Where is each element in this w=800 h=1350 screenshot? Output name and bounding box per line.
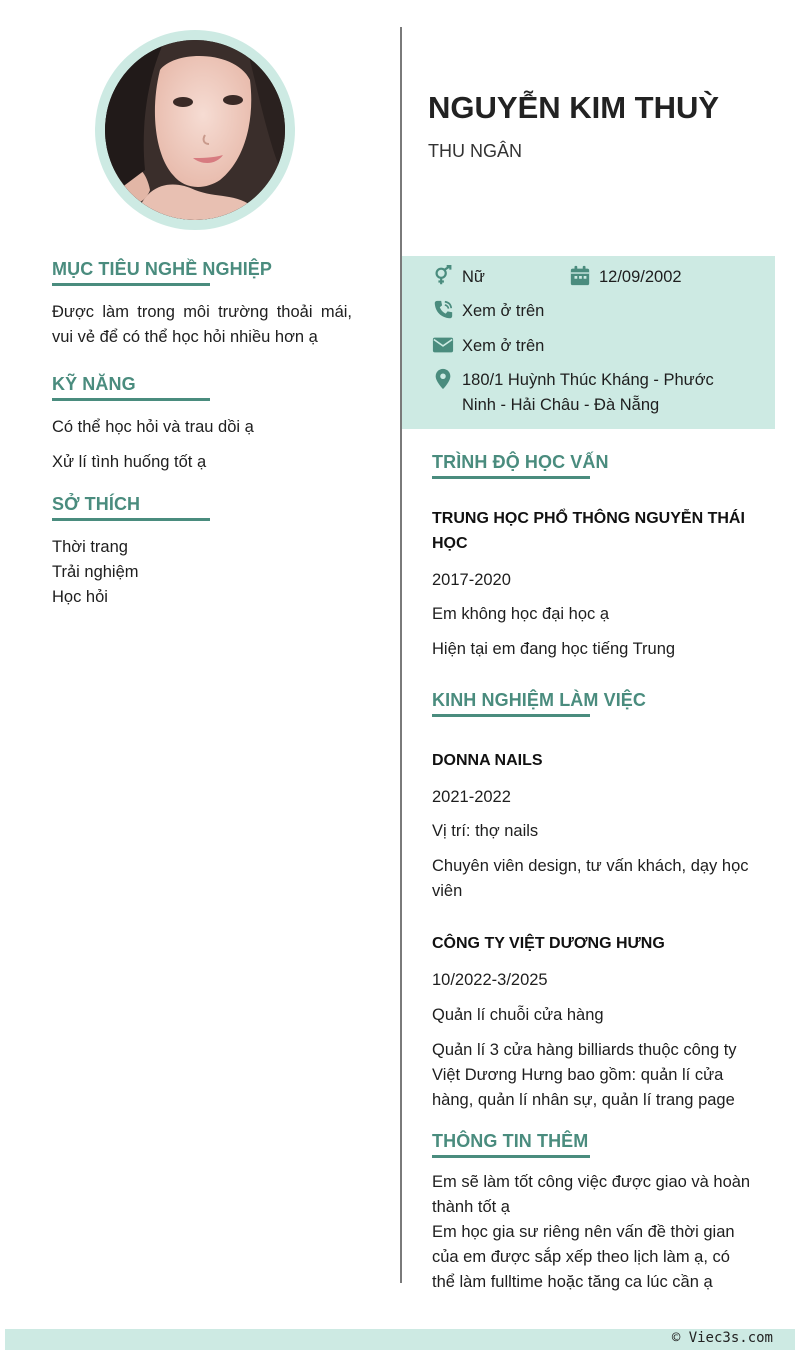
job-title: THU NGÂN	[428, 141, 522, 161]
footer-credit: © Viec3s.com	[671, 1330, 773, 1346]
additional-title: THÔNG TIN THÊM	[432, 1131, 589, 1151]
contact-birthday	[569, 265, 682, 290]
hobby-item: Thời trang	[52, 538, 128, 556]
job-entry	[432, 931, 762, 1113]
contact-phone	[432, 299, 544, 324]
gender-value: Nữ	[462, 268, 485, 286]
skill-item: Xử lí tình huống tốt ạ	[52, 453, 207, 471]
hobbies-underline	[52, 518, 210, 521]
job-position: Vị trí: thợ nails	[432, 822, 539, 840]
job-period: 2021-2022	[432, 788, 511, 806]
education-title: TRÌNH ĐỘ HỌC VẤN	[432, 452, 609, 472]
education-underline	[432, 476, 590, 479]
skill-item: Có thể học hỏi và trau dồi ạ	[52, 418, 254, 436]
company-name: CÔNG TY VIỆT DƯƠNG HƯNG	[432, 935, 665, 952]
objective-section	[52, 259, 352, 350]
education-note: Em không học đại học ạ	[432, 605, 610, 623]
hobbies-title: SỞ THÍCH	[52, 494, 141, 514]
hobby-item: Trải nghiệm	[52, 563, 139, 581]
column-divider	[400, 27, 402, 1283]
contact-email	[432, 334, 544, 359]
job-description: Chuyên viên design, tư vấn khách, dạy học viên	[432, 857, 749, 900]
school-name: TRUNG HỌC PHỔ THÔNG NGUYỄN THÁI HỌC	[432, 510, 745, 552]
additional-underline	[432, 1155, 590, 1158]
company-name: DONNA NAILS	[432, 752, 543, 769]
avatar	[105, 40, 285, 220]
job-description: Quản lí 3 cửa hàng billiards thuộc công ty Việt Dương Hưng bao gồm: quản lí cửa hàng, quản lí nhân sự, quản lí trang page	[432, 1041, 737, 1109]
map-pin-icon	[432, 368, 454, 390]
avatar-frame	[95, 30, 295, 230]
experience-section	[432, 690, 762, 717]
education-period: 2017-2020	[432, 571, 511, 589]
contact-address	[432, 368, 752, 418]
phone-icon	[432, 299, 454, 321]
job-entry	[432, 748, 762, 904]
avatar-photo	[105, 40, 285, 220]
contact-panel	[402, 256, 775, 429]
hobbies-section	[52, 494, 352, 610]
job-period: 10/2022-3/2025	[432, 971, 548, 989]
hobby-item: Học hỏi	[52, 588, 108, 606]
email-value: Xem ở trên	[462, 337, 545, 355]
additional-note: Em học gia sư riêng nên vấn đề thời gian của em được sắp xếp theo lịch làm ạ, có thể làm fulltime hoặc tăng ca lúc cần ạ	[432, 1223, 735, 1291]
objective-title: MỤC TIÊU NGHỀ NGHIỆP	[52, 259, 273, 279]
experience-underline	[432, 714, 590, 717]
contact-gender	[432, 265, 485, 290]
objective-text: Được làm trong môi trường thoải mái, vui vẻ để có thể học hỏi nhiều hơn ạ	[52, 303, 352, 346]
phone-value: Xem ở trên	[462, 302, 545, 320]
footer-bar	[5, 1329, 795, 1350]
skills-title: KỸ NĂNG	[52, 374, 136, 394]
skills-section	[52, 374, 352, 475]
mail-icon	[432, 334, 454, 356]
education-note: Hiện tại em đang học tiếng Trung	[432, 640, 676, 658]
additional-section	[432, 1131, 762, 1295]
address-value: 180/1 Huỳnh Thúc Kháng - Phước Ninh - Hải Châu - Đà Nẵng	[462, 371, 714, 414]
calendar-icon	[569, 265, 591, 287]
skills-underline	[52, 398, 210, 401]
objective-underline	[52, 283, 210, 286]
job-position: Quản lí chuỗi cửa hàng	[432, 1006, 604, 1024]
additional-note: Em sẽ làm tốt công việc được giao và hoàn thành tốt ạ	[432, 1173, 751, 1216]
gender-icon	[432, 265, 454, 287]
birthday-value: 12/09/2002	[599, 268, 682, 286]
education-section	[432, 452, 762, 662]
experience-title: KINH NGHIỆM LÀM VIỆC	[432, 690, 647, 710]
candidate-name: NGUYỄN KIM THUỲ	[428, 90, 720, 125]
